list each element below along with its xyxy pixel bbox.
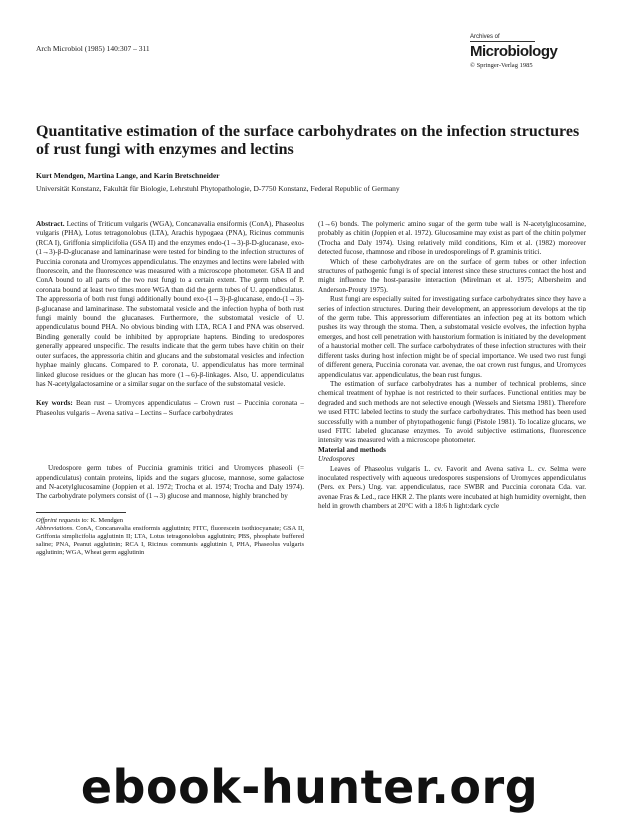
offprint-name: K. Mendgen [90, 516, 123, 524]
right-paragraph-3: Rust fungi are especially suited for investigating surface carbohydrates since they have a series of infection structures. During their development, an appressorium develops at the tip of the germ tube. This appressorium differentiates an infection peg at its bottom which pushes its way through the stoma. Then, a substomatal vesicle evolves, the infection hypha emerges, and host cell penetration with haustorium formation is initiated by the development of a haustorial mother cell. The surface carbohydrates of these infection structures with their different tasks during host infection might be of special importance. We used two rust fungi of different genera, Puccinia coronata var. avenae, the oat crown rust fungus, and Uromyces appendiculatus var. appendiculatus, the bean rust fungus. [318, 295, 586, 379]
keywords-text: Bean rust – Uromyces appendiculatus – Crown rust – Puccinia coronata – Phaseolus vulgaris – Avena sativa – Lectins – Surface carbohydrates [36, 399, 304, 417]
footnote-rule [36, 512, 126, 513]
subsection-heading: Uredospores [318, 455, 355, 464]
offprint-note [36, 517, 304, 525]
journal-rule [470, 41, 535, 42]
right-paragraph-5: Leaves of Phaseolus vulgaris L. cv. Favorit and Avena sativa L. cv. Selma were inoculated respectively with aqueous uredospores suspensions of Uromyces appendiculatus (Pers. ex Pers.) Ung. var. appendiculatus, race SWBR and Puccinia coronata Cda. var. avenae Fras & Led., race HKR 2. The plants were incubated at high humidity overnight, then held in growth chambers at 20°C with a 18:6 h light:dark cycle [318, 464, 586, 511]
journal-logo [470, 34, 582, 69]
abstract [36, 220, 304, 389]
right-paragraph-2: Which of these carbohydrates are on the surface of germ tubes or other infection structures of pathogenic fungi is of special interest since these structures contact the host and might influence the host-parasite interaction (Mirelman et al. 1975; Albersheim and Anderson-Prouty 1975). [318, 257, 586, 294]
right-column [318, 220, 586, 512]
journal-name: Microbiology [470, 43, 558, 60]
article-title: Quantitative estimation of the surface carbohydrates on the infection structures of rust fungi with enzymes and lectins [36, 123, 580, 158]
authors: Kurt Mendgen, Martina Lange, and Karin Bretschneider [36, 171, 220, 180]
section-heading: Material and methods [318, 445, 386, 454]
abbreviations-note [36, 525, 304, 557]
abbrev-label: Abbreviations. [36, 524, 74, 532]
abbrev-text: ConA, Concanavalia ensiformis agglutinin; FITC, fluorescein isothiocyanate; GSA II, Griffonia simplicifolia agglutinin II; LTA, Lotus tetragonolobus agglutinin; PBS, phosphate buffered saline; PNA, Peanut agglutinin; RCA I, Ricinus communis agglutinin I, PHA, Phaseolus vulgaris agglutinin; WGA, Wheat germ agglutinin [36, 524, 305, 556]
journal-prefix: Archives of [470, 34, 500, 40]
abstract-label: Abstract. [36, 220, 65, 228]
keywords [36, 399, 304, 418]
abstract-text: Lectins of Triticum vulgaris (WGA), Concanavalia ensiformis (ConA), Phaseolus vulgaris (PHA), Lotus tetragonolobus (LTA), Arachis hypogaea (PNA), Ricinus communis (RCA I), Griffonia simplicifolia (GSA II) and the enzymes endo-(1→3)-β-D-glucanase, exo-(1→3)-β-D-glucanase and laminarinase were tested for binding to the infection structures of Puccinia coronata and Uromyces appendiculatus. The enzymes and lectins were labeled with fluorescein, and the fluorescence was measured with a microscope photometer. GSA II and ConA bound to all parts of the two rust fungi to a certain extent. The germ tubes of P. coronata bound at least two times more WGA than did the germ tubes of U. appendiculatus. The appressoria of both rust fungi additionally bound exo-(1→3)-β-glucanase, endo-(1→3)-β-glucanase and laminarinase. The substomatal vesicle and the infection hypha of both rust fungi mainly bound the glucanases. Furthermore, the substomatal vesicle of U. appendiculatus bound PHA. No obvious binding with LTA, RCA I and PNA was observed. Binding generally could be inhibited by appropriate haptens. Binding to uredospores generally appeared unspecific. The results indicate that the germ tubes have chitin on their outer surfaces, the appressoria chitin and glucans and the substomatal vesicles and infection hyphae mainly glucans. Compared to P. coronata, U. appendiculatus has more terminal linked glucose residues or the glucan has more (1→6)-β-linkages. Also, U. appendiculatus has N-acetylgalactosamine or a similar sugar on the surface of the substomatal vesicle. [36, 220, 304, 388]
keywords-label: Key words: [36, 399, 73, 408]
journal-citation: Arch Microbiol (1985) 140:307 – 311 [36, 44, 150, 53]
right-paragraph-1: (1→6) bonds. The polymeric amino sugar of the germ tube wall is N-acetylglucosamine, probably as chitin (Joppien et al. 1972). Glucosamine may exist as part of the chitin polymer (Trocha and Daly 1974). Using relatively mild conditions, Kim et al. (1982) moreover detected fucose, rhamnose and ribose in uredosporelings of P. graminis tritici. [318, 220, 586, 257]
watermark-text: ebook-hunter.org [80, 760, 539, 814]
offprint-label: Offprint requests to: [36, 516, 89, 524]
right-paragraph-4: The estimation of surface carbohydrates has a number of technical problems, since chemical treatment of hyphae is not restricted to their surfaces. Functional entities may be degraded and such methods are not selective enough (Wessels and Sietsma 1981). Therefore we used FITC labeled lectins to study the surface carbohydrates. This method has been used successfully with a number of phytopathogenic fungi (Pistole 1981). To localize glucans, we used FITC labeled glucanase enzymes. To avoid subjective estimations, fluorescence intensity was measured with a microscope photometer. [318, 379, 586, 445]
affiliation: Universität Konstanz, Fakultät für Biologie, Lehrstuhl Phytopathologie, D-7750 Konstanz, Federal Republic of Germany [36, 184, 400, 193]
intro-paragraph: Uredospore germ tubes of Puccinia graminis tritici and Uromyces phaseoli (= appendiculatus) contain proteins, lipids and the sugars glucose, mannose, some galactose and N-acetylglucosamine (Joppien et al. 1972; Trocha et al. 1974; Trocha and Daly 1974). The carbohydrate polymers consist of (1→3) glucose and mannose, highly branched by [36, 464, 304, 501]
copyright: © Springer-Verlag 1985 [470, 62, 533, 69]
left-column [36, 220, 304, 557]
